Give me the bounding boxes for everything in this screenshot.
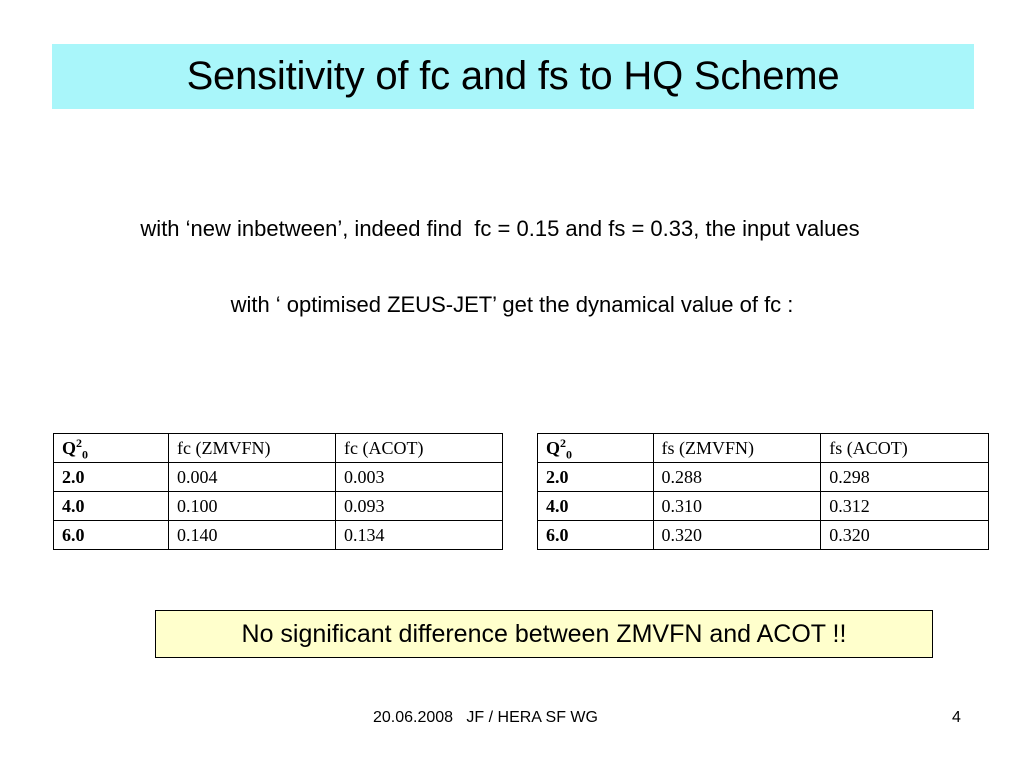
header-cell-fc-acot: fc (ACOT) — [336, 434, 503, 463]
table-row — [538, 492, 989, 521]
table-cell-zmvfn: 0.100 — [169, 492, 336, 521]
header-cell-fs-acot: fs (ACOT) — [821, 434, 989, 463]
table-cell-zmvfn: 0.140 — [169, 521, 336, 550]
page-number: 4 — [952, 709, 961, 726]
table-cell-q2: 4.0 — [54, 492, 169, 521]
text-line-optimised-zeus-jet: with ‘ optimised ZEUS-JET’ get the dynamical value of fc : — [230, 292, 794, 317]
conclusion-box — [155, 610, 933, 658]
table-cell-acot: 0.298 — [821, 463, 989, 492]
header-cell-fs-zmvfn: fs (ZMVFN) — [653, 434, 821, 463]
table-cell-zmvfn: 0.288 — [653, 463, 821, 492]
table-cell-acot: 0.093 — [336, 492, 503, 521]
header-cell-q2: $Q^2_0$ — [538, 434, 654, 463]
table-cell-acot: 0.134 — [336, 521, 503, 550]
table-row — [538, 521, 989, 550]
header-cell-fc-zmvfn: fc (ZMVFN) — [169, 434, 336, 463]
slide-title: Sensitivity of fc and fs to HQ Scheme — [186, 54, 840, 98]
table-cell-acot: 0.312 — [821, 492, 989, 521]
table-cell-zmvfn: 0.004 — [169, 463, 336, 492]
text-line-new-inbetween: with ‘new inbetween’, indeed find fc = 0.15 and fs = 0.33, the input values — [140, 216, 860, 241]
table-row — [54, 521, 503, 550]
table-row — [538, 463, 989, 492]
table-cell-q2: 4.0 — [538, 492, 654, 521]
table-cell-zmvfn: 0.310 — [653, 492, 821, 521]
table-cell-q2: 2.0 — [54, 463, 169, 492]
table-header-row — [538, 434, 989, 463]
table-row — [54, 492, 503, 521]
table-cell-q2: 6.0 — [538, 521, 654, 550]
table-row — [54, 463, 503, 492]
conclusion-text: No significant difference between ZMVFN and ACOT !! — [241, 619, 847, 648]
fs-table — [537, 433, 989, 550]
table-cell-q2: 6.0 — [54, 521, 169, 550]
footer-text: 20.06.2008 JF / HERA SF WG — [373, 709, 598, 726]
table-cell-zmvfn: 0.320 — [653, 521, 821, 550]
table-cell-acot: 0.003 — [336, 463, 503, 492]
table-cell-q2: 2.0 — [538, 463, 654, 492]
table-header-row — [54, 434, 503, 463]
table-cell-acot: 0.320 — [821, 521, 989, 550]
title-banner — [52, 44, 974, 109]
header-cell-q2: $Q^2_0$ — [54, 434, 169, 463]
fc-table — [53, 433, 503, 550]
